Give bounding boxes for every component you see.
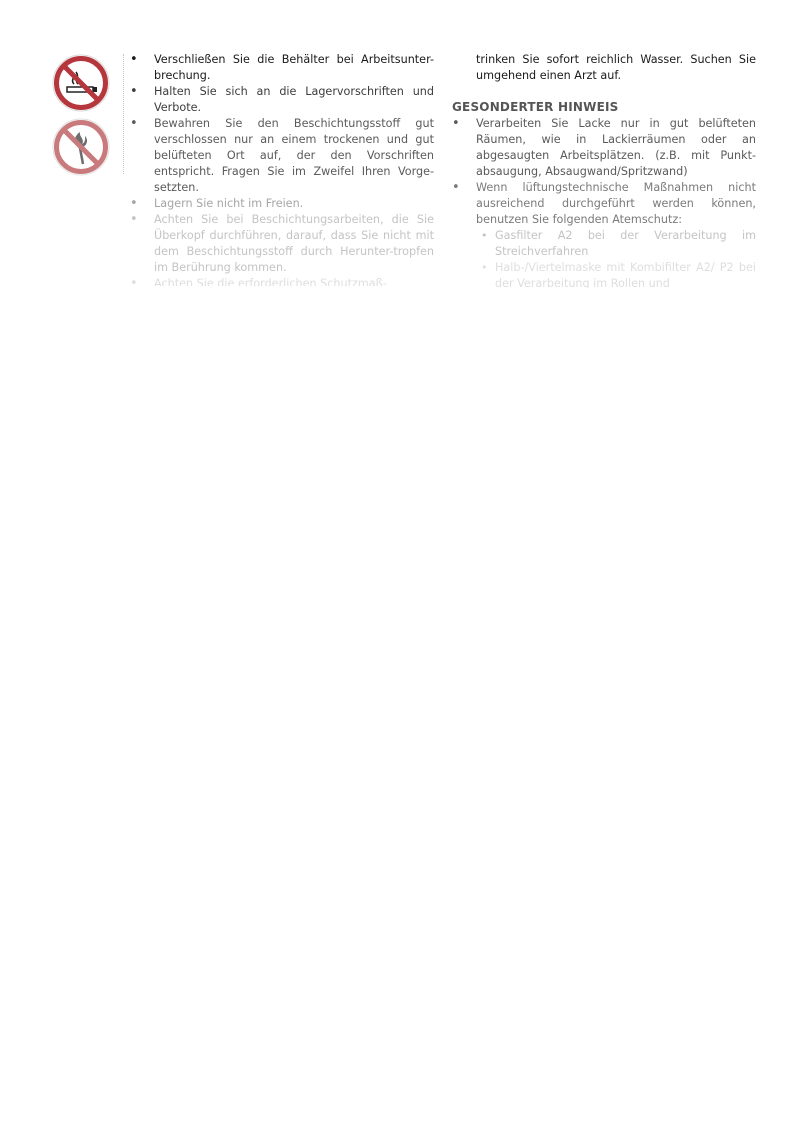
list-item: • Bewahren Sie den Beschichtungsstoff gut verschlossen nur an einem trockenen und gut belüfteten Ort auf, der den Vorschriften entspricht. Fragen Sie im Zweifel Ihren Vorge-setzten.	[130, 116, 434, 196]
left-column	[130, 52, 434, 286]
column-divider	[123, 54, 124, 174]
continued-text: trinken Sie sofort reichlich Wasser. Suchen Sie umgehend einen Arzt auf.	[476, 53, 756, 82]
no-smoking-icon	[52, 54, 110, 112]
list-item: • Halten Sie sich an die Lagervorschriften und Verbote.	[130, 84, 434, 116]
list-item: • Verarbeiten Sie Lacke nur in gut belüfteten Räumen, wie in Lackierräumen oder an abgesaugten Arbeitsplätzen. (z.B. mit Punkt-absaugung, Absaugwand/Spritzwand)	[452, 116, 756, 180]
list-item-text: Wenn lüftungstechnische Maßnahmen nicht ausreichend durchgeführt werden können, benutzen Sie folgenden Atemschutz:	[476, 181, 756, 226]
list-item: • Achten Sie die erforderlichen Schutzmaß-	[130, 276, 434, 286]
list-item: • Lagern Sie nicht im Freien.	[130, 196, 434, 212]
safety-icons	[52, 54, 110, 182]
sub-list-item: • Gasfilter A2 bei der Verarbeitung im Streichverfahren	[476, 228, 756, 260]
list-item: • Verschließen Sie die Behälter bei Arbeitsunter-brechung.	[130, 52, 434, 84]
no-open-flame-icon	[52, 118, 110, 176]
sub-list-item: • Halb-/Viertelmaske mit Kombifilter A2/ P2 bei der Verarbeitung im Rollen und	[476, 260, 756, 288]
list-item: • Achten Sie bei Beschichtungsarbeiten, die Sie Überkopf durchführen, darauf, dass Sie nicht mit dem Beschichtungsstoff durch Herunter-tropfen im Berührung kommen.	[130, 212, 434, 276]
section-heading: GESONDERTER HINWEIS	[452, 100, 619, 114]
list-item	[452, 180, 756, 288]
right-column	[452, 52, 756, 288]
